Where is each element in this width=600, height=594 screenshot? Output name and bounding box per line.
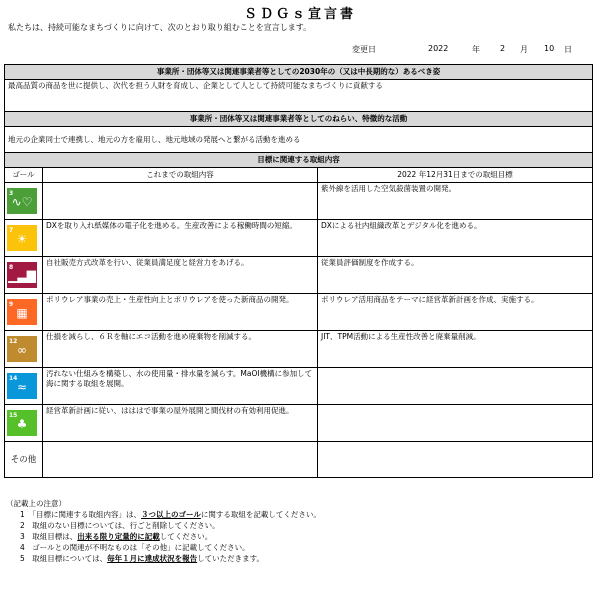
goal-row <box>5 405 593 442</box>
other-target <box>318 442 593 478</box>
note-text: 取組目標については、 <box>32 554 108 563</box>
other-label: その他 <box>5 442 43 478</box>
note-text-tail: に関する取組を記載してください。 <box>200 510 321 519</box>
goal-symbol: ☀ <box>16 232 28 246</box>
past-activity <box>43 183 318 220</box>
target-activity <box>318 405 593 442</box>
note-text: 取組のない目標については、行ごと削除してください。 <box>32 521 220 530</box>
date-day: 10 <box>544 44 555 53</box>
goal-number: 7 <box>9 227 14 234</box>
goal-cell <box>5 294 43 331</box>
goal-row <box>5 368 593 405</box>
goal-symbol: ▦ <box>16 306 28 320</box>
note-number: 4 <box>20 543 25 552</box>
note-text-tail: していただきます。 <box>197 554 265 563</box>
goal-symbol: ▁▃▇ <box>8 269 36 283</box>
infinity-icon <box>7 336 37 362</box>
past-activity: 汚れない仕組みを構築し、水の使用量・排水量を減らす。MaOI機構に参加して海に関する取組を展開。 <box>43 368 318 405</box>
sun-power-icon <box>7 225 37 251</box>
past-activity: DXを取り入れ紙媒体の電子化を進める。生産改善による稼働時間の短縮。 <box>43 220 318 257</box>
other-past <box>43 442 318 478</box>
date-day-unit: 日 <box>564 45 572 54</box>
goal-symbol: ♣ <box>16 417 28 431</box>
goal-symbol: ≈ <box>16 380 28 394</box>
date-month-unit: 月 <box>520 45 528 54</box>
vision-text: 最高品質の商品を世に提供し、次代を担う人財を育成し、企業として人として持続可能なまちづくりに貢献する <box>5 80 593 112</box>
past-activity: 経営革新計画に従い、はははで事業の屋外展開と間伐材の有効利用促進。 <box>43 405 318 442</box>
goal-number: 15 <box>9 412 18 419</box>
fish-wave-icon <box>7 373 37 399</box>
tree-icon <box>7 410 37 436</box>
vision-header: 事業所・団体等又は関連事業者等としての2030年の（又は中長期的な）あるべき姿 <box>5 65 593 80</box>
note-emphasis: 毎年１月に達成状況を報告 <box>107 554 198 563</box>
target-activity: 従業員評価制度を作成する。 <box>318 257 593 294</box>
target-activity: DXによる社内組織改革とデジタル化を進める。 <box>318 220 593 257</box>
goal-row <box>5 220 593 257</box>
goal-number: 3 <box>9 190 14 197</box>
note-item <box>6 509 321 520</box>
goal-row <box>5 331 593 368</box>
date-label: 変更日 <box>352 45 376 54</box>
note-item <box>6 553 321 564</box>
aim-text: 地元の企業同士で連携し、地元の方を雇用し、地元地域の発展へと繋がる活動を進める <box>5 127 593 153</box>
target-activity: JIT、TPM活動による生産性改善と廃棄量削減。 <box>318 331 593 368</box>
aim-header: 事業所・団体等又は関連事業者等としてのねらい、特徴的な活動 <box>5 112 593 127</box>
note-number: 5 <box>20 554 25 563</box>
note-emphasis: 出来る限り定量的に記載 <box>77 532 160 541</box>
goal-cell <box>5 405 43 442</box>
note-emphasis: ３つ以上のゴール <box>141 510 201 519</box>
goal-cell <box>5 331 43 368</box>
growth-chart-icon <box>7 262 37 288</box>
target-activity: 紫外線を活用した空気殺菌装置の開発。 <box>318 183 593 220</box>
target-activity: ポリウレア活用商品をテーマに経営革新計画を作成、実施する。 <box>318 294 593 331</box>
goal-cell <box>5 368 43 405</box>
note-item <box>6 542 321 553</box>
goal-symbol: ∞ <box>17 343 27 357</box>
goal-cell <box>5 183 43 220</box>
intro-text: 私たちは、持続可能なまちづくりに向けて、次のとおり取り組むことを宣言します。 <box>8 23 312 32</box>
note-text: 取組目標は、 <box>32 532 78 541</box>
goal-row <box>5 257 593 294</box>
goal-cell <box>5 257 43 294</box>
goal-number: 9 <box>9 301 14 308</box>
note-number: 3 <box>20 532 25 541</box>
past-activity: 仕損を減らし、６Ｒを軸にエコ活動を進め廃棄物を削減する。 <box>43 331 318 368</box>
col-goal-header: ゴール <box>5 168 43 183</box>
goal-number: 12 <box>9 338 18 345</box>
col-target-header: 2022 年12月31日までの取組目標 <box>318 168 593 183</box>
note-item <box>6 520 321 531</box>
cubes-icon <box>7 299 37 325</box>
goal-symbol: ∿♡ <box>11 195 33 209</box>
goal-cell <box>5 220 43 257</box>
date-month: 2 <box>500 44 506 53</box>
notes <box>6 498 321 564</box>
goals-header: 目標に関連する取組内容 <box>5 153 593 168</box>
note-number: 1 <box>20 510 25 519</box>
notes-heading: （記載上の注意） <box>6 499 66 508</box>
past-activity: 自社販売方式改革を行い、従業員満足度と経営力をあげる。 <box>43 257 318 294</box>
note-text: 「目標に関連する取組内容」は、 <box>32 510 142 519</box>
goal-row <box>5 294 593 331</box>
note-text: ゴールとの関連が不明なものは「その他」に記載してください。 <box>32 543 250 552</box>
note-text-tail: してください。 <box>159 532 213 541</box>
declaration-table <box>4 64 593 478</box>
note-item <box>6 531 321 542</box>
goal-number: 14 <box>9 375 18 382</box>
goal-number: 8 <box>9 264 14 271</box>
target-activity <box>318 368 593 405</box>
goal-row <box>5 183 593 220</box>
heartbeat-icon <box>7 188 37 214</box>
date-year: 2022 <box>428 44 449 53</box>
note-number: 2 <box>20 521 25 530</box>
page-title: ＳＤＧｓ宣言書 <box>243 7 356 22</box>
col-past-header: これまでの取組内容 <box>43 168 318 183</box>
date-year-unit: 年 <box>472 45 480 54</box>
past-activity: ポリウレア事業の売上・生産性向上とポリウレアを使った新商品の開発。 <box>43 294 318 331</box>
